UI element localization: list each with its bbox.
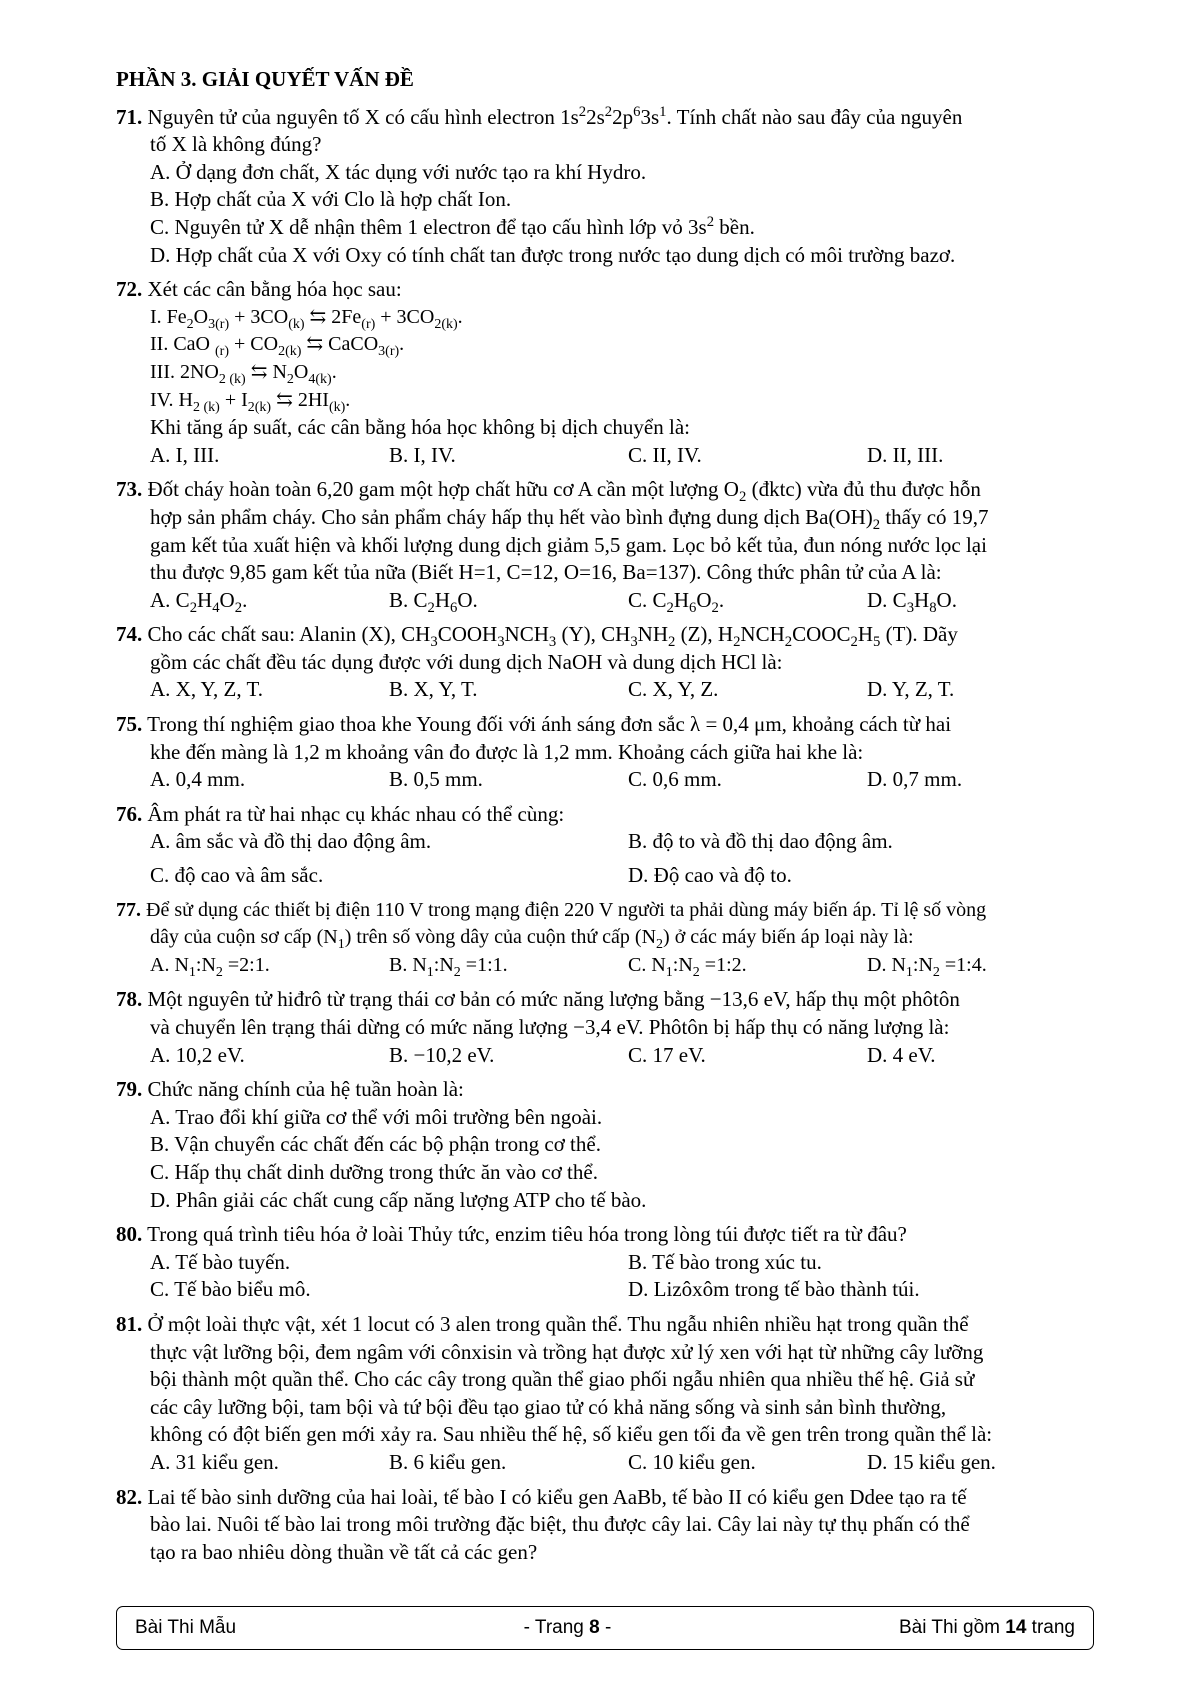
question-78: 78. Một nguyên tử hiđrô từ trạng thái cơ bản có mức năng lượng bằng −13,6 eV, hấp thụ một phôtôn và chuyển lên trạng thái dừng có mức năng lượng −3,4 eV. Phôtôn bị hấp thụ có năng lượng là: A. 10,2 eV. B. −10,2 eV. C. 17 eV. D. 4 eV.	[116, 986, 1106, 1069]
question-number: 78.	[116, 987, 143, 1012]
section-title: PHẦN 3. GIẢI QUYẾT VẤN ĐỀ	[116, 67, 414, 91]
options-row	[116, 828, 1106, 856]
option-c: C. $N_1:N_2$ =1:2.	[628, 953, 747, 980]
equilibrium-4: IV. $H_{2 (k)} + I_{2(k)}$ ⇆ $2HI_{(k)}$.	[150, 388, 351, 415]
options-row	[116, 587, 1106, 615]
page-footer	[116, 1606, 1094, 1650]
option-b: B. $C_2H_6O$.	[389, 587, 478, 616]
options-row	[116, 766, 1106, 794]
option-b: B. 6 kiểu gen.	[389, 1449, 507, 1474]
equilibrium-2: II. CaO $_{(r)} + CO_{2(k)}$ ⇆ CaCO$_{3(r)}$.	[150, 333, 405, 360]
option-a: A. $N_1:N_2$ =2:1.	[150, 953, 270, 980]
question-73: 73. Đốt cháy hoàn toàn 6,20 gam một hợp chất hữu cơ A cần một lượng $O_2$ (đktc) vừa đủ thu được hỗn hợp sản phẩm cháy. Cho sản phẩm cháy hấp thụ hết vào bình đựng dung dịch $Ba(OH)_2$ thấy có 19,7 gam kết tủa xuất hiện và khối lượng dung dịch giảm 5,5 gam. Lọc bỏ kết tủa, đun nóng nước lọc lại thu được 9,85 gam kết tủa nữa (Biết H=1, C=12, O=16, Ba=137). Công thức phân tử của A là: A. $C_2H_4O_2$. B. $C_2H_6O$. C. $C_2H_6O_2$. D. $C_3H_8O$.	[116, 476, 1106, 614]
question-number: 81.	[116, 1311, 143, 1336]
option-d: D. Độ cao và độ to.	[628, 863, 792, 888]
option-c: C. Hấp thụ chất dinh dưỡng trong thức ăn vào cơ thể.	[150, 1159, 598, 1184]
option-a: A. Ở dạng đơn chất, X tác dụng với nước tạo ra khí Hydro.	[150, 159, 647, 184]
option-a: A. 0,4 mm.	[150, 767, 246, 792]
option-b: B. I, IV.	[389, 442, 456, 467]
option-c: C. Nguyên tử X dễ nhận thêm 1 electron để tạo cấu hình lớp vỏ $3s^2$ bền.	[150, 213, 755, 239]
option-b: B. độ to và đồ thị dao động âm.	[628, 829, 893, 854]
question-75: 75. Trong thí nghiệm giao thoa khe Young đối với ánh sáng đơn sắc λ = 0,4 μm, khoảng cách từ hai khe đến màng là 1,2 m khoảng vân đo được là 1,2 mm. Khoảng cách giữa hai khe là: A. 0,4 mm. B. 0,5 mm. C. 0,6 mm. D. 0,7 mm.	[116, 711, 1106, 794]
option-a: A. Tế bào tuyến.	[150, 1249, 291, 1274]
option-b: B. $N_1:N_2$ =1:1.	[389, 953, 508, 980]
options-row	[116, 1249, 1106, 1277]
option-b: B. Tế bào trong xúc tu.	[628, 1249, 822, 1274]
question-number: 79.	[116, 1077, 143, 1102]
options-list	[116, 159, 1106, 269]
question-74: 74. Cho các chất sau: Alanin (X), $CH_3COOH_3NCH_3$ (Y), $CH_3NH_2$ (Z), $H_2NCH_2COOC_2H_5$ (T). Dãy gồm các chất đều tác dụng được với dung dịch NaOH và dung dịch HCl là: A. X, Y, Z, T. B. X, Y, T. C. X, Y, Z. D. Y, Z, T.	[116, 621, 1106, 704]
question-number: 74.	[116, 622, 143, 647]
option-a: A. 31 kiểu gen.	[150, 1449, 279, 1474]
equilibrium-1: I. $Fe_2O_{3(r)} + 3CO_{(k)}$ ⇆ $2Fe_{(r)} + 3CO_{2(k)}$.	[150, 305, 463, 332]
options-row	[116, 442, 1106, 470]
options-row	[116, 1276, 1106, 1304]
options-row	[116, 676, 1106, 704]
option-c: C. 10 kiểu gen.	[628, 1449, 756, 1474]
question-number: 76.	[116, 801, 143, 826]
options-row	[116, 1042, 1106, 1070]
option-d: D. Y, Z, T.	[867, 677, 955, 702]
option-d: D. 0,7 mm.	[867, 767, 963, 792]
question-79: 79. Chức năng chính của hệ tuần hoàn là: A. Trao đổi khí giữa cơ thể với môi trường bên ngoài. B. Vận chuyển các chất đến các bộ phận trong cơ thể. C. Hấp thụ chất dinh dưỡng trong thức ăn vào cơ thể. D. Phân giải các chất cung cấp năng lượng ATP cho tế bào.	[116, 1076, 1106, 1214]
footer-page-number: - Trang 8 -	[523, 1617, 612, 1638]
option-d: D. 15 kiểu gen.	[867, 1449, 996, 1474]
option-a: A. I, III.	[150, 442, 220, 467]
question-82: 82. Lai tế bào sinh dưỡng của hai loài, tế bào I có kiểu gen AaBb, tế bào II có kiểu gen Ddee tạo ra tế bào lai. Nuôi tế bào lai trong môi trường đặc biệt, thu được cây lai. Cây lai này tự thụ phấn có thể tạo ra bao nhiêu dòng thuần về tất cả các gen?	[116, 1484, 970, 1564]
question-80: 80. Trong quá trình tiêu hóa ở loài Thủy tức, enzim tiêu hóa trong lòng túi được tiết ra từ đâu? A. Tế bào tuyến. B. Tế bào trong xúc tu. C. Tế bào biểu mô. D. Lizôxôm trong tế bào thành túi.	[116, 1221, 1106, 1304]
options-row	[116, 952, 1106, 980]
option-d: D. Lizôxôm trong tế bào thành túi.	[628, 1277, 920, 1302]
option-c: C. II, IV.	[628, 442, 702, 467]
option-a: A. X, Y, Z, T.	[150, 677, 263, 702]
question-number: 71.	[116, 104, 143, 129]
option-b: B. 0,5 mm.	[389, 767, 483, 792]
option-c: C. 0,6 mm.	[628, 767, 722, 792]
option-b: B. −10,2 eV.	[389, 1042, 495, 1067]
options-list	[116, 1104, 1106, 1214]
option-d: D. II, III.	[867, 442, 944, 467]
question-number: 75.	[116, 712, 143, 737]
equilibrium-3: III. $2NO_{2 (k)}$ ⇆ $N_2O_{4(k)}$.	[150, 360, 337, 387]
option-d: D. Hợp chất của X với Oxy có tính chất tan được trong nước tạo dung dịch có môi trường bazơ.	[150, 242, 956, 267]
option-d: D. Phân giải các chất cung cấp năng lượng ATP cho tế bào.	[150, 1187, 647, 1212]
option-c: C. X, Y, Z.	[628, 677, 719, 702]
option-c: C. $C_2H_6O_2$.	[628, 587, 725, 616]
option-a: A. âm sắc và đồ thị dao động âm.	[150, 829, 432, 854]
options-row	[116, 862, 1106, 890]
option-b: B. X, Y, T.	[389, 677, 478, 702]
option-d: D. $N_1:N_2$ =1:4.	[867, 953, 987, 980]
footer-left: Bài Thi Mẫu	[135, 1617, 237, 1638]
option-d: D. 4 eV.	[867, 1042, 936, 1067]
question-number: 80.	[116, 1222, 143, 1247]
question-72: 72. Xét các cân bằng hóa học sau: I. $Fe_2O_{3(r)} + 3CO_{(k)}$ ⇆ $2Fe_{(r)} + 3CO_{2(k)}$. II. CaO $_{(r)} + CO_{2(k)}$ ⇆ CaCO$_{3(r)}$. III. $2NO_{2 (k)}$ ⇆ $N_2O_{4(k)}$. IV. $H_{2 (k)} + I_{2(k)}$ ⇆ $2HI_{(k)}$. Khi tăng áp suất, các cân bằng hóa học không bị dịch chuyển là: A. I, III. B. I, IV. C. II, IV. D. II, III.	[116, 276, 1106, 469]
option-a: A. $C_2H_4O_2$.	[150, 587, 248, 616]
option-c: C. Tế bào biểu mô.	[150, 1277, 311, 1302]
question-number: 73.	[116, 477, 143, 502]
question-number: 82.	[116, 1484, 143, 1509]
exam-content	[116, 66, 1106, 1573]
option-c: C. 17 eV.	[628, 1042, 706, 1067]
option-b: B. Vận chuyển các chất đến các bộ phận trong cơ thể.	[150, 1132, 601, 1157]
options-row	[116, 1449, 1106, 1477]
question-number: 72.	[116, 277, 143, 302]
option-d: D. $C_3H_8O$.	[867, 587, 957, 616]
question-number: 77.	[116, 898, 141, 921]
question-71: 71. Nguyên tử của nguyên tố X có cấu hình electron $1s^22s^22p^63s^1$. Tính chất nào sau đây của nguyên tố X là không đúng? A. Ở dạng đơn chất, X tác dụng với nước tạo ra khí Hydro. B. Hợp chất của X với Clo là hợp chất Ion. C. Nguyên tử X dễ nhận thêm 1 electron để tạo cấu hình lớp vỏ $3s^2$ bền. D. Hợp chất của X với Oxy có tính chất tan được trong nước tạo dung dịch có môi trường bazơ.	[116, 104, 1106, 270]
footer-total-pages: Bài Thi gồm 14 trang	[898, 1617, 1075, 1638]
option-a: A. Trao đổi khí giữa cơ thể với môi trường bên ngoài.	[150, 1104, 603, 1129]
question-76: 76. Âm phát ra từ hai nhạc cụ khác nhau có thể cùng: A. âm sắc và đồ thị dao động âm. B. độ to và đồ thị dao động âm. C. độ cao và âm sắc. D. Độ cao và độ to.	[116, 801, 1106, 890]
question-77: 77. Để sử dụng các thiết bị điện 110 V trong mạng điện 220 V người ta phải dùng máy biến áp. Tỉ lệ số vòng dây của cuộn sơ cấp $(N_1)$ trên số vòng dây của cuộn thứ cấp $(N_2)$ ở các máy biến áp loại này là: A. $N_1:N_2$ =2:1. B. $N_1:N_2$ =1:1. C. $N_1:N_2$ =1:2. D. $N_1:N_2$ =1:4.	[116, 897, 1106, 980]
question-81: 81. Ở một loài thực vật, xét 1 locut có 3 alen trong quần thể. Thu ngẫu nhiên nhiều hạt trong quần thể thực vật lưỡng bội, đem ngâm với cônxisin và trồng hạt được xử lý xen với hạt từ những cây lưỡng bội thành một quần thể. Cho các cây trong quần thể giao phối ngẫu nhiên qua nhiều thế hệ. Giả sử các cây lưỡng bội, tam bội và tứ bội đều tạo giao tử có khả năng sống và sinh sản bình thường, không có đột biến gen mới xảy ra. Sau nhiều thế hệ, số kiểu gen tối đa về gen trên trong quần thể là: A. 31 kiểu gen. B. 6 kiểu gen. C. 10 kiểu gen. D. 15 kiểu gen.	[116, 1311, 1106, 1477]
option-c: C. độ cao và âm sắc.	[150, 863, 324, 888]
option-b: B. Hợp chất của X với Clo là hợp chất Ion.	[150, 187, 512, 212]
option-a: A. 10,2 eV.	[150, 1042, 245, 1067]
